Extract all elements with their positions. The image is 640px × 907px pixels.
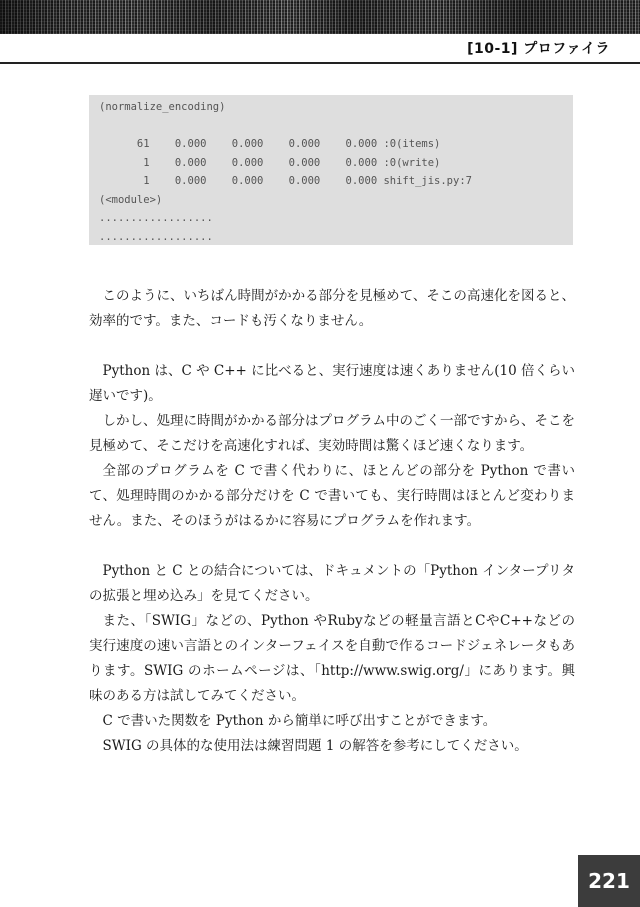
header-divider [0, 62, 640, 64]
code-line: 1 0.000 0.000 0.000 0.000 :0(write) [99, 156, 441, 169]
code-line: .................. [99, 230, 213, 243]
paragraph: 全部のプログラムを C で書く代わりに、ほとんどの部分を Python で書いて、処理時間のかかる部分だけを C で書いても、実行時間はほとんど変わりません。また、そのほうがはるかに容易にプログラムを作れます。 [89, 463, 575, 529]
code-line: 61 0.000 0.000 0.000 0.000 :0(items) [99, 138, 441, 150]
paragraph: このように、いちばん時間がかかる部分を見極めて、そこの高速化を図ると、効率的です。また、コードも汚くなりません。 [89, 288, 575, 329]
code-line: 1 0.000 0.000 0.000 0.000 shift_jis.py:7 [99, 175, 472, 187]
page-number: 221 [578, 855, 640, 907]
paragraph: また、「SWIG」などの、Python やRubyなどの軽量言語とCやC++などの実行速度の速い言語とのインターフェイスを自動で作るコードジェネレータもあります。SWIG のホームページは、「http://www.swig.org/」にあります。興味のある方は試してみてください。 [89, 613, 575, 704]
paragraph: Python と C との結合については、ドキュメントの「Python インタープリタの拡張と埋め込み」を見てください。 [89, 563, 575, 604]
paragraph: SWIG の具体的な使用法は練習問題 1 の解答を参考にしてください。 [102, 738, 528, 754]
code-line: .................. [99, 212, 213, 224]
paragraph: しかし、処理に時間がかかる部分はプログラム中のごく一部ですから、そこを見極めて、そこだけを高速化すれば、実効時間は驚くほど速くなります。 [89, 413, 575, 454]
header-decorative-strip [0, 0, 640, 34]
section-running-head: [10-1] プロファイラ [467, 41, 610, 57]
body-text [89, 284, 575, 759]
code-line: (<module>) [99, 193, 163, 206]
code-line [99, 117, 573, 136]
code-block [89, 95, 573, 245]
paragraph: Python は、C や C++ に比べると、実行速度は速くありません(10 倍くらい遅いです)。 [89, 363, 575, 404]
paragraph: C で書いた関数を Python から簡単に呼び出すことができます。 [102, 713, 497, 729]
code-line: (normalize_encoding) [99, 101, 226, 113]
